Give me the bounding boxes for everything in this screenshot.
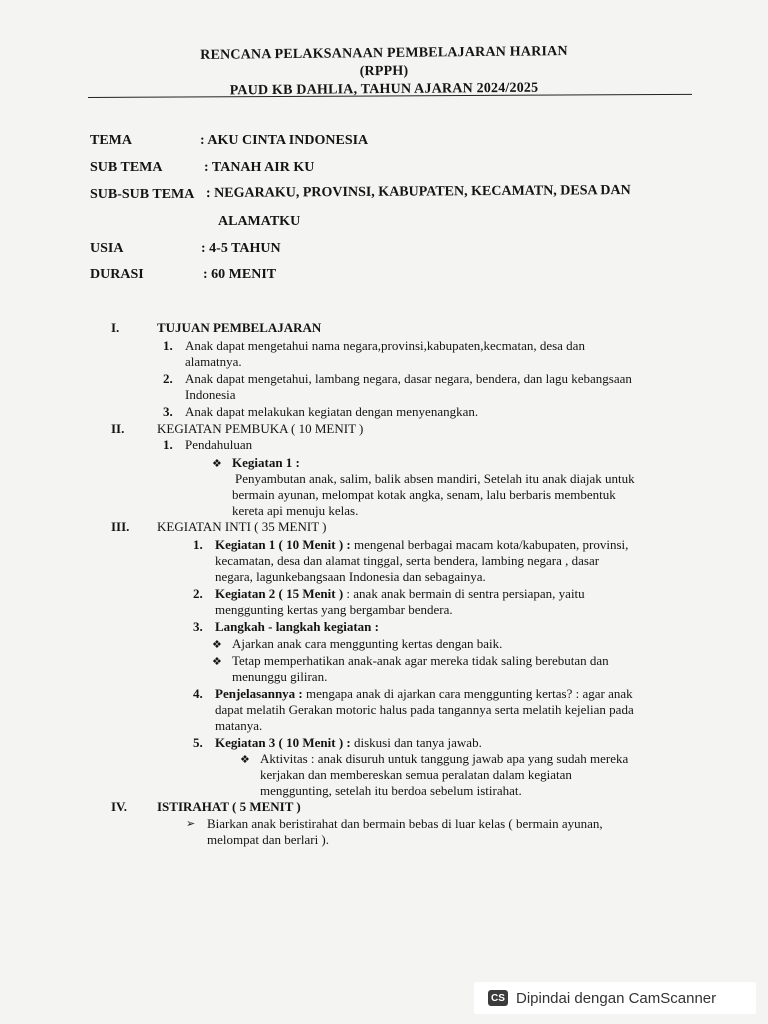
core-activity-3-bullet-line3: menggunting, setelah itu berdoa sebelum istirahat. xyxy=(260,783,522,798)
subsubtema-label: SUB-SUB TEMA xyxy=(90,187,195,202)
opening-kegiatan-line3: kereta api menuju kelas. xyxy=(232,503,359,518)
core-activity-2-line1 xyxy=(215,586,585,602)
diamond-bullet-icon: ❖ xyxy=(212,656,222,668)
section-3-numeral: III. xyxy=(111,519,130,534)
objective-2-line1: Anak dapat mengetahui, lambang negara, dasar negara, bendera, dan lagu kebangsaan xyxy=(185,371,632,386)
core-activity-1-line1 xyxy=(215,537,628,553)
section-2-numeral: II. xyxy=(111,421,125,436)
doc-subtitle: (RPPH) xyxy=(359,63,409,80)
break-line2: melompat dan berlari ). xyxy=(207,832,330,847)
explanation-bold: Penjelasannya : xyxy=(215,686,303,701)
usia-value: : 4-5 TAHUN xyxy=(201,241,281,256)
core-activity-3-text: diskusi dan tanya jawab. xyxy=(350,735,482,750)
section-1-numeral: I. xyxy=(111,320,120,335)
objective-1-line2: alamatnya. xyxy=(185,354,242,369)
core-activity-2-bold: Kegiatan 2 ( 15 Menit ) xyxy=(215,586,344,601)
explanation-line1 xyxy=(215,686,633,702)
core-activity-3-number: 5. xyxy=(193,735,203,750)
section-4-title: ISTIRAHAT ( 5 MENIT ) xyxy=(157,799,301,814)
core-activity-1-number: 1. xyxy=(193,537,203,552)
core-activity-2-line2: menggunting kertas yang bergambar bendera. xyxy=(215,602,453,617)
objective-1-number: 1. xyxy=(163,338,173,353)
diamond-bullet-icon: ❖ xyxy=(212,639,222,651)
arrow-bullet-icon: ➢ xyxy=(186,818,196,830)
opening-kegiatan-label: Kegiatan 1 : xyxy=(232,455,300,470)
steps-bullet-2-line1: Tetap memperhatikan anak-anak agar mereka tidak saling berebutan dan xyxy=(232,653,609,668)
explanation-line2: dapat melatih Gerakan motoric halus pada tangannya serta melatih kejelian pada xyxy=(215,702,634,717)
objective-3-number: 3. xyxy=(163,404,173,419)
core-activity-3-bullet-line2: kerjakan dan membereskan semua peralatan dalam kegiatan xyxy=(260,767,572,782)
section-1-title: TUJUAN PEMBELAJARAN xyxy=(157,320,322,335)
opening-kegiatan-line2: bermain ayunan, melompat kotak angka, senam, lalu berbaris membentuk xyxy=(232,487,616,502)
objective-1-line1: Anak dapat mengetahui nama negara,provinsi,kabupaten,kecmatan, desa dan xyxy=(185,338,585,353)
steps-bullet-1: Ajarkan anak cara menggunting kertas dengan baik. xyxy=(232,636,503,651)
core-activity-2-text: : anak anak bermain di sentra persiapan, yaitu xyxy=(343,586,585,601)
durasi-label: DURASI xyxy=(90,267,144,282)
camscanner-logo-icon: CS xyxy=(488,990,508,1006)
core-activity-2-number: 2. xyxy=(193,586,203,601)
section-3-title: KEGIATAN INTI ( 35 MENIT ) xyxy=(157,519,327,534)
core-activity-3-line1 xyxy=(215,735,482,751)
school-year: PAUD KB DAHLIA, TAHUN AJARAN 2024/2025 xyxy=(229,80,539,99)
diamond-bullet-icon: ❖ xyxy=(212,458,222,470)
subtema-value: : TANAH AIR KU xyxy=(204,160,315,175)
objective-3-line1: Anak dapat melakukan kegiatan dengan menyenangkan. xyxy=(185,404,479,419)
diamond-bullet-icon: ❖ xyxy=(240,754,250,766)
steps-title: Langkah - langkah kegiatan : xyxy=(215,619,379,634)
core-activity-1-line3: negara, lagunkebangsaan Indonesia dan sebagainya. xyxy=(215,569,486,584)
tema-value: : AKU CINTA INDONESIA xyxy=(200,133,369,148)
core-activity-1-line2: kecamatan, desa dan alamat tinggal, serta bendera, lambing negara , dasar xyxy=(215,553,600,568)
core-activity-1-text: mengenal berbagai macam kota/kabupaten, provinsi, xyxy=(350,537,629,552)
section-2-title: KEGIATAN PEMBUKA ( 10 MENIT ) xyxy=(157,421,364,436)
break-line1: Biarkan anak beristirahat dan bermain bebas di luar kelas ( bermain ayunan, xyxy=(207,816,603,831)
subsubtema-value-line1: : NEGARAKU, PROVINSI, KABUPATEN, KECAMATN, DESA DAN xyxy=(205,183,631,201)
section-4-numeral: IV. xyxy=(111,799,128,814)
tema-label: TEMA xyxy=(90,133,132,148)
opening-item-number: 1. xyxy=(163,437,173,452)
steps-number: 3. xyxy=(193,619,203,634)
core-activity-3-bullet-line1: Aktivitas : anak disuruh untuk tanggung jawab apa yang sudah mereka xyxy=(260,751,629,766)
doc-title: RENCANA PELAKSANAAN PEMBELAJARAN HARIAN xyxy=(200,44,568,63)
explanation-text: mengapa anak di ajarkan cara menggunting kertas? : agar anak xyxy=(302,686,633,701)
camscanner-text: Dipindai dengan CamScanner xyxy=(516,989,717,1007)
usia-label: USIA xyxy=(90,241,124,256)
core-activity-3-bold: Kegiatan 3 ( 10 Menit ) : xyxy=(215,735,351,750)
durasi-value: : 60 MENIT xyxy=(203,267,277,282)
objective-2-line2: Indonesia xyxy=(185,387,236,402)
subsubtema-value-line2: ALAMATKU xyxy=(218,214,301,229)
opening-item-text: Pendahuluan xyxy=(185,437,253,452)
core-activity-1-bold: Kegiatan 1 ( 10 Menit ) : xyxy=(215,537,351,552)
subtema-label: SUB TEMA xyxy=(90,160,163,175)
explanation-line3: matanya. xyxy=(215,718,263,733)
opening-kegiatan-line1: Penyambutan anak, salim, balik absen mandiri, Setelah itu anak diajak untuk xyxy=(235,471,635,486)
explanation-number: 4. xyxy=(193,686,203,701)
camscanner-watermark xyxy=(474,982,756,1014)
steps-bullet-2-line2: menunggu giliran. xyxy=(232,669,328,684)
objective-2-number: 2. xyxy=(163,371,173,386)
